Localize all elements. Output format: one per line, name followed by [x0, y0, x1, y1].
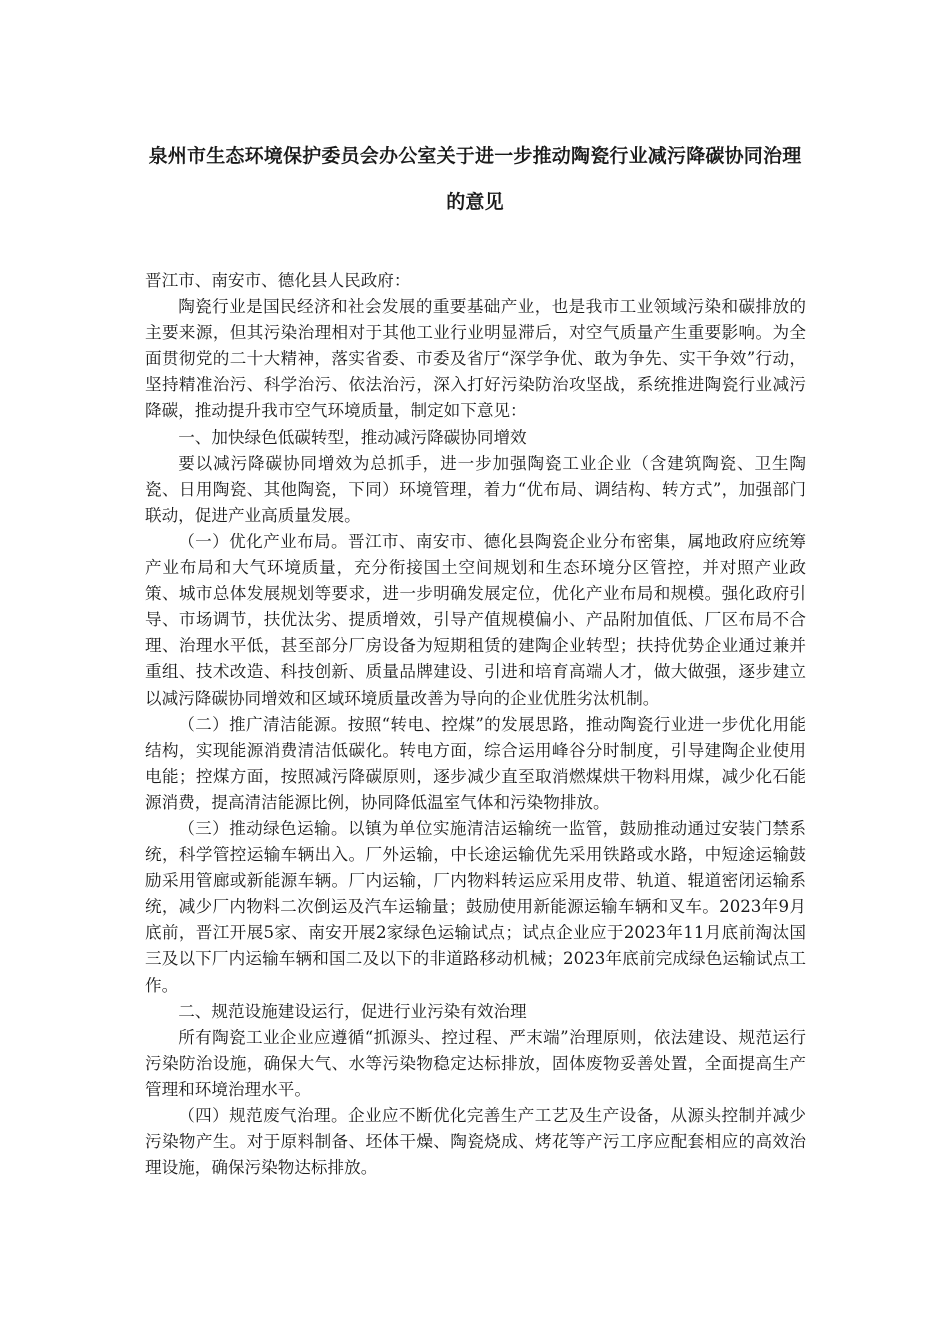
paragraph-item-1: （一）优化产业布局。晋江市、南安市、德化县陶瓷企业分布密集，属地政府应统筹产业布局和大气环境质量，充分衔接国土空间规划和生态环境分区管控，并对照产业政策、城市总体发展规划等要求，进一步明确发展定位，优化产业布局和规模。强化政府引导、市场调节，扶优汰劣、提质增效，引导产值规模偏小、产品附加值低、厂区布局不合理、治理水平低，甚至部分厂房设备为短期租赁的建陶企业转型；扶持优势企业通过兼并重组、技术改造、科技创新、质量品牌建设、引进和培育高端人才，做大做强，逐步建立以减污降碳协同增效和区域环境质量改善为导向的企业优胜劣汰机制。: [145, 531, 806, 708]
paragraph-section-2: 所有陶瓷工业企业应遵循“抓源头、控过程、严末端”治理原则，依法建设、规范运行污染防治设施，确保大气、水等污染物稳定达标排放，固体废物妥善处置，全面提高生产管理和环境治理水平。: [145, 1027, 806, 1099]
paragraph-item-3: （三）推动绿色运输。以镇为单位实施清洁运输统一监管，鼓励推动通过安装门禁系统，科学管控运输车辆出入。厂外运输，中长途运输优先采用铁路或水路，中短途运输鼓励采用管廊或新能源车辆。厂内运输，厂内物料转运应采用皮带、轨道、辊道密闭运输系统，减少厂内物料二次倒运及汽车运输量；鼓励使用新能源运输车辆和叉车。2023年9月底前，晋江开展5家、南安开展2家绿色运输试点；试点企业应于2023年11月底前淘汰国三及以下厂内运输车辆和国二及以下的非道路移动机械；2023年底前完成绿色运输试点工作。: [145, 818, 806, 995]
paragraph-item-2: （二）推广清洁能源。按照“转电、控煤”的发展思路，推动陶瓷行业进一步优化用能结构，实现能源消费清洁低碳化。转电方面，综合运用峰谷分时制度，引导建陶企业使用电能；控煤方面，按照减污降碳原则，逐步减少直至取消燃煤烘干物料用煤，减少化石能源消费，提高清洁能源比例，协同降低温室气体和污染物排放。: [145, 714, 806, 812]
section-heading-2: 二、规范设施建设运行，促进行业污染有效治理: [178, 1001, 527, 1021]
addressee: 晋江市、南安市、德化县人民政府：: [145, 271, 411, 290]
section-heading-1: 一、加快绿色低碳转型，推动减污降碳协同增效: [178, 427, 527, 447]
paragraph-intro: 陶瓷行业是国民经济和社会发展的重要基础产业，也是我市工业领域污染和碳排放的主要来源，但其污染治理相对于其他工业行业明显滞后，对空气质量产生重要影响。为全面贯彻党的二十大精神，落实省委、市委及省厅“深学争优、敢为争先、实干争效”行动，坚持精准治污、科学治污、依法治污，深入打好污染防治攻坚战，系统推进陶瓷行业减污降碳，推动提升我市空气环境质量，制定如下意见：: [145, 297, 806, 421]
paragraph-section-1: 要以减污降碳协同增效为总抓手，进一步加强陶瓷工业企业（含建筑陶瓷、卫生陶瓷、日用陶瓷、其他陶瓷，下同）环境管理，着力“优布局、调结构、转方式”，加强部门联动，促进产业高质量发展。: [145, 453, 806, 525]
document-title-line-2: 的意见: [446, 191, 504, 213]
document-body: [145, 268, 806, 1181]
document-title-line-1: 泉州市生态环境保护委员会办公室关于进一步推动陶瓷行业减污降碳协同治理: [148, 145, 802, 167]
paragraph-item-4: （四）规范废气治理。企业应不断优化完善生产工艺及生产设备，从源头控制并减少污染物产生。对于原料制备、坯体干燥、陶瓷烧成、烤花等产污工序应配套相应的高效治理设施，确保污染物达标排放。: [145, 1106, 806, 1178]
